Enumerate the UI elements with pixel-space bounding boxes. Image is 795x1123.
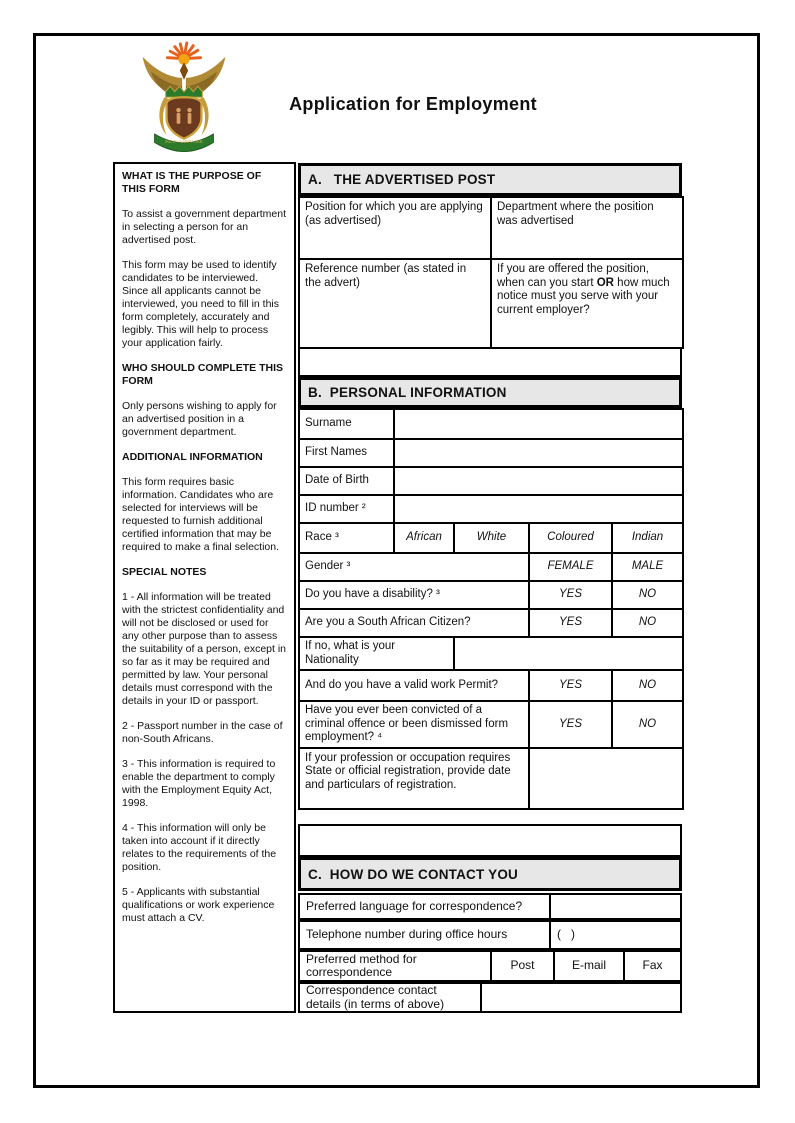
reference-field[interactable] — [299, 259, 491, 348]
bird-icon — [180, 62, 188, 79]
registration-label: If your profession or occupation requires State or official registration, provide date and particulars of registration. — [299, 748, 529, 809]
sidebar-paragraph: 2 - Passport number in the case of non-South Africans. — [122, 720, 283, 745]
telephone-row — [298, 920, 682, 950]
registration-input[interactable] — [529, 748, 683, 809]
sidebar-paragraph: 3 - This information is required to enable the department to comply with the Employment Equity Act, 1998. — [122, 758, 276, 809]
disability-label: Do you have a disability? ³ — [299, 581, 529, 609]
section-a-header: A. THE ADVERTISED POST — [298, 163, 682, 196]
telephone-input[interactable]: ( ) — [549, 922, 680, 948]
work-permit-no-option[interactable]: NO — [612, 670, 683, 701]
race-option-white[interactable]: White — [454, 523, 529, 553]
work-permit-label: And do you have a valid work Permit? — [299, 670, 529, 701]
sidebar-paragraph: This form requires basic information. Candidates who are selected for interviews will be requested to furnish additional certified information that may be required to make a final selection. — [122, 476, 280, 553]
race-option-coloured[interactable]: Coloured — [529, 523, 612, 553]
sidebar-paragraph: This form may be used to identify candidates to be interviewed. Since all applicants cannot be interviewed, you need to fill in this form completely, accurately and legibly. This will help to process your application fairly. — [122, 259, 280, 349]
disability-no-option[interactable]: NO — [612, 581, 683, 609]
section-b-header: B. PERSONAL INFORMATION — [298, 377, 682, 408]
language-input[interactable] — [549, 895, 680, 918]
race-option-indian[interactable]: Indian — [612, 523, 683, 553]
method-option-email[interactable]: E-mail — [553, 952, 623, 980]
method-option-post[interactable]: Post — [490, 952, 553, 980]
method-label: Preferred method for correspondence — [306, 951, 417, 979]
gender-label: Gender ³ — [299, 553, 529, 581]
coat-of-arms-logo — [138, 40, 230, 160]
race-option-african[interactable]: African — [394, 523, 454, 553]
sidebar-heading: WHO SHOULD COMPLETE THIS FORM — [122, 362, 283, 387]
position-field[interactable] — [299, 197, 491, 259]
language-label: Preferred language for correspondence? — [306, 898, 523, 913]
sidebar-paragraph: 5 - Applicants with substantial qualifications or work experience must attach a CV. — [122, 886, 275, 924]
telephone-label: Telephone number during office hours — [306, 927, 508, 942]
section-b-table — [298, 408, 684, 810]
gender-option-female[interactable]: FEMALE — [529, 553, 612, 581]
date-of-birth-input[interactable] — [394, 467, 683, 495]
contact-details-input[interactable] — [480, 984, 680, 1011]
nationality-label: If no, what is your Nationality — [299, 637, 454, 670]
sidebar-instructions — [113, 162, 296, 1013]
sidebar-paragraph: To assist a government department in selecting a person for an advertised post. — [122, 208, 287, 246]
offer-label: If you are offered the position, when can you start OR how much notice must you serve with your current employer? — [497, 263, 670, 316]
reference-label: Reference number (as stated in the advert) — [305, 263, 467, 289]
sidebar-paragraph: 1 - All information will be treated with the strictest confidentiality and will not be disclosed or used for any other purpose than to assess the suitability of a person, except in so far as it may be required and permitted by law. Your personal details must correspond with the details in your ID or passport. — [122, 591, 287, 707]
nationality-input[interactable] — [454, 637, 683, 670]
first-names-label: First Names — [299, 439, 394, 467]
position-label: Position for which you are applying (as advertised) — [305, 201, 483, 227]
surname-input[interactable] — [394, 409, 683, 439]
sidebar-heading: SPECIAL NOTES — [122, 566, 207, 578]
offer-field[interactable] — [491, 259, 683, 348]
citizen-yes-option[interactable]: YES — [529, 609, 612, 637]
citizen-label: Are you a South African Citizen? — [299, 609, 529, 637]
section-a-table — [298, 196, 684, 349]
contact-details-label: Correspondence contact details (in terms of above) — [306, 983, 445, 1011]
shield-icon — [167, 97, 202, 138]
citizen-no-option[interactable]: NO — [612, 609, 683, 637]
convicted-yes-option[interactable]: YES — [529, 701, 612, 748]
date-of-birth-label: Date of Birth — [299, 467, 394, 495]
page-title: Application for Employment — [289, 94, 537, 114]
contact-details-row — [298, 982, 682, 1013]
id-number-label: ID number ² — [299, 495, 394, 523]
sidebar-paragraph: Only persons wishing to apply for an advertised position in a government department. — [122, 400, 277, 438]
department-field[interactable] — [491, 197, 683, 259]
convicted-label: Have you ever been convicted of a criminal offence or been dismissed form employment? ⁴ — [299, 701, 529, 748]
department-label: Department where the position was advertised — [497, 201, 654, 227]
method-row — [298, 950, 682, 982]
sidebar-paragraph: 4 - This information will only be taken into account if it directly relates to the requirements of the position. — [122, 822, 277, 873]
sidebar-heading: WHAT IS THE PURPOSE OF THIS FORM — [122, 170, 262, 195]
surname-label: Surname — [299, 409, 394, 439]
method-option-fax[interactable]: Fax — [623, 952, 680, 980]
race-label: Race ³ — [299, 523, 394, 553]
convicted-no-option[interactable]: NO — [612, 701, 683, 748]
section-c-header: C. HOW DO WE CONTACT YOU — [298, 857, 682, 891]
work-permit-yes-option[interactable]: YES — [529, 670, 612, 701]
section-a-blank-field[interactable] — [298, 347, 682, 377]
gender-option-male[interactable]: MALE — [612, 553, 683, 581]
id-number-input[interactable] — [394, 495, 683, 523]
section-b-blank-field[interactable] — [298, 824, 682, 857]
first-names-input[interactable] — [394, 439, 683, 467]
disability-yes-option[interactable]: YES — [529, 581, 612, 609]
sidebar-heading: ADDITIONAL INFORMATION — [122, 451, 263, 463]
logo-motto: !KE E: /XARRA //KE — [165, 139, 203, 145]
zigzag-band-icon — [166, 86, 203, 97]
language-row — [298, 893, 682, 920]
